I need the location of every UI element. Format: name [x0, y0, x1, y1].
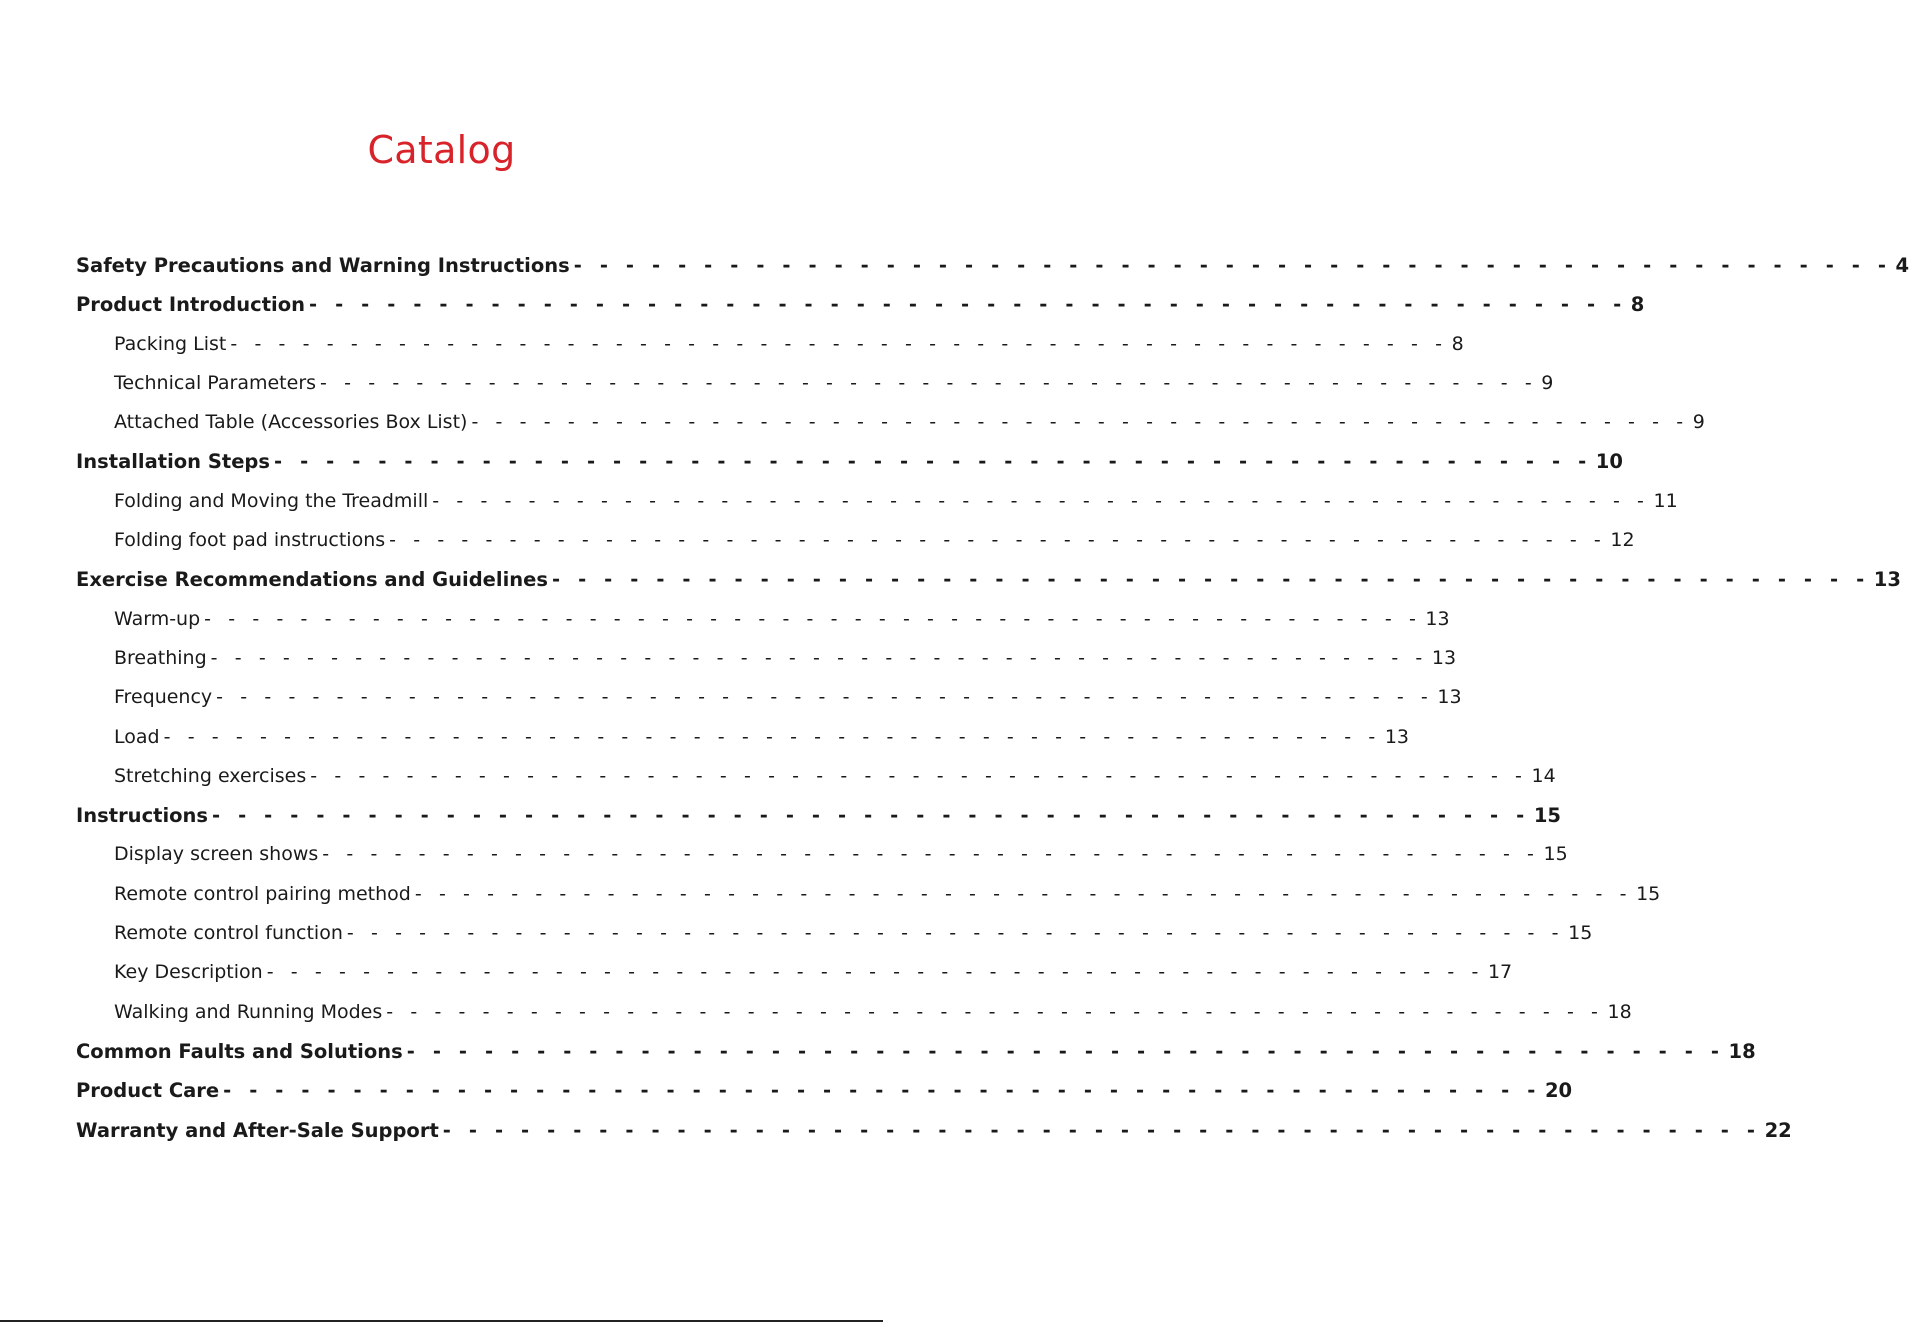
toc-entry-label: Technical Parameters — [114, 371, 317, 394]
toc-section-entry[interactable] — [76, 796, 1561, 835]
toc-entry-page-number: 18 — [1728, 1039, 1756, 1063]
toc-entry-page-number: 22 — [1764, 1118, 1792, 1142]
toc-leader-dashes: - - - - - - - - - - - - - - - - - - - - - - - - - - - - - - - - - - - - - - - - - - - - - - - - - - - — [471, 411, 1689, 434]
toc-subsection-entry[interactable] — [76, 835, 1568, 874]
toc-subsection-entry[interactable] — [76, 521, 1635, 560]
toc-subsection-entry[interactable] — [76, 875, 1661, 914]
toc-entry-label: Load — [114, 725, 160, 748]
toc-entry-page-number: 8 — [1630, 293, 1645, 317]
bottom-rule — [0, 1320, 883, 1322]
toc-entry-label: Installation Steps — [76, 450, 270, 474]
toc-leader-dashes: - - - - - - - - - - - - - - - - - - - - - - - - - - - - - - - - - - - - - - - - - - - - - - - - - - - — [442, 1118, 1761, 1142]
toc-entry-page-number: 15 — [1543, 843, 1568, 866]
toc-entry-label: Key Description — [114, 961, 263, 984]
toc-entry-page-number: 9 — [1692, 411, 1705, 434]
toc-entry-label: Stretching exercises — [114, 764, 307, 787]
toc-subsection-entry[interactable] — [76, 914, 1593, 953]
toc-entry-label: Exercise Recommendations and Guidelines — [76, 568, 548, 592]
toc-subsection-entry[interactable] — [76, 600, 1450, 639]
toc-subsection-entry[interactable] — [76, 678, 1462, 717]
toc-section-entry[interactable] — [76, 1032, 1756, 1071]
toc-leader-dashes: - - - - - - - - - - - - - - - - - - - - - - - - - - - - - - - - - - - - - - - - - - - - - - - - - - - — [223, 1079, 1541, 1103]
toc-entry-page-number: 14 — [1531, 764, 1556, 787]
toc-entry-page-number: 13 — [1437, 686, 1462, 709]
toc-entry-page-number: 10 — [1595, 450, 1623, 474]
toc-subsection-entry[interactable] — [76, 953, 1513, 992]
toc-entry-label: Warranty and After-Sale Support — [76, 1118, 439, 1142]
toc-leader-dashes: - - - - - - - - - - - - - - - - - - - - - - - - - - - - - - - - - - - - - - - - - - - - - - - - - - - — [551, 568, 1870, 592]
toc-subsection-entry[interactable] — [76, 718, 1410, 757]
toc-leader-dashes: - - - - - - - - - - - - - - - - - - - - - - - - - - - - - - - - - - - - - - - - - - - - - - - - - - - — [432, 489, 1650, 512]
toc-entry-label: Instructions — [76, 804, 209, 828]
toc-entry-label: Product Care — [76, 1079, 220, 1103]
toc-section-entry[interactable] — [76, 246, 1909, 285]
toc-entry-page-number: 13 — [1873, 568, 1901, 592]
toc-subsection-entry[interactable] — [76, 757, 1556, 796]
toc-entry-page-number: 11 — [1653, 489, 1678, 512]
toc-entry-page-number: 15 — [1636, 882, 1661, 905]
toc-subsection-entry[interactable] — [76, 993, 1632, 1032]
toc-entry-page-number: 4 — [1895, 254, 1909, 277]
toc-entry-label: Display screen shows — [114, 843, 319, 866]
toc-entry-label: Remote control function — [114, 922, 343, 945]
toc-entry-page-number: 8 — [1451, 332, 1464, 355]
toc-entry-label: Common Faults and Solutions — [76, 1039, 403, 1063]
toc-section-entry[interactable] — [76, 560, 1901, 599]
page-title: Catalog — [367, 128, 516, 172]
toc-leader-dashes: - - - - - - - - - - - - - - - - - - - - - - - - - - - - - - - - - - - - - - - - - - - - - - - - - - - — [266, 961, 1484, 984]
toc-leader-dashes: - - - - - - - - - - - - - - - - - - - - - - - - - - - - - - - - - - - - - - - - - - - - - - - - - - - — [320, 371, 1538, 394]
toc-leader-dashes: - - - - - - - - - - - - - - - - - - - - - - - - - - - - - - - - - - - - - - - - - - - - - - - - - - - — [389, 529, 1607, 552]
toc-leader-dashes: - - - - - - - - - - - - - - - - - - - - - - - - - - - - - - - - - - - - - - - - - - - - - - - - - - - — [322, 843, 1540, 866]
toc-leader-dashes: - - - - - - - - - - - - - - - - - - - - - - - - - - - - - - - - - - - - - - - - - - - - - - - - - - - — [273, 450, 1592, 474]
toc-section-entry[interactable] — [76, 1111, 1792, 1150]
toc-entry-label: Attached Table (Accessories Box List) — [114, 411, 468, 434]
toc-entry-label: Safety Precautions and Warning Instructions — [76, 254, 570, 277]
toc-subsection-entry[interactable] — [76, 639, 1457, 678]
toc-entry-label: Warm-up — [114, 607, 201, 630]
toc-entry-label: Frequency — [114, 686, 213, 709]
toc-leader-dashes: - - - - - - - - - - - - - - - - - - - - - - - - - - - - - - - - - - - - - - - - - - - - - - - - - - - — [216, 686, 1434, 709]
toc-entry-label: Walking and Running Modes — [114, 1000, 383, 1023]
toc-leader-dashes: - - - - - - - - - - - - - - - - - - - - - - - - - - - - - - - - - - - - - - - - - - - - - - - - - - - — [406, 1039, 1725, 1063]
toc-entry-label: Packing List — [114, 332, 227, 355]
toc-entry-page-number: 13 — [1425, 607, 1450, 630]
toc-leader-dashes: - - - - - - - - - - - - - - - - - - - - - - - - - - - - - - - - - - - - - - - - - - - - - - - - - - - — [212, 804, 1530, 828]
toc-entry-page-number: 15 — [1533, 804, 1561, 828]
toc-leader-dashes: - - - - - - - - - - - - - - - - - - - - - - - - - - - - - - - - - - - - - - - - - - - - - - - - - - - — [308, 293, 1627, 317]
toc-entry-label: Folding foot pad instructions — [114, 529, 386, 552]
toc-entry-page-number: 12 — [1610, 529, 1635, 552]
toc-section-entry[interactable] — [76, 442, 1623, 481]
toc-entry-page-number: 15 — [1568, 922, 1593, 945]
toc-entry-page-number: 20 — [1544, 1079, 1573, 1103]
toc-leader-dashes: - - - - - - - - - - - - - - - - - - - - - - - - - - - - - - - - - - - - - - - - - - - - - - - - - - - — [163, 725, 1381, 748]
toc-leader-dashes: - - - - - - - - - - - - - - - - - - - - - - - - - - - - - - - - - - - - - - - - - - - - - - - - - - - — [386, 1000, 1604, 1023]
toc-leader-dashes: - - - - - - - - - - - - - - - - - - - - - - - - - - - - - - - - - - - - - - - - - - - - - - - - - - - — [310, 764, 1528, 787]
toc-leader-dashes: - - - - - - - - - - - - - - - - - - - - - - - - - - - - - - - - - - - - - - - - - - - - - - - - - - - — [346, 922, 1565, 945]
toc-subsection-entry[interactable] — [76, 482, 1678, 521]
toc-subsection-entry[interactable] — [76, 364, 1554, 403]
toc-leader-dashes: - - - - - - - - - - - - - - - - - - - - - - - - - - - - - - - - - - - - - - - - - - - - - - - - - - - — [210, 646, 1428, 669]
table-of-contents — [76, 246, 1909, 1150]
toc-entry-page-number: 13 — [1431, 646, 1457, 669]
toc-entry-page-number: 18 — [1607, 1000, 1632, 1023]
toc-leader-dashes: - - - - - - - - - - - - - - - - - - - - - - - - - - - - - - - - - - - - - - - - - - - - - - - - - - - — [204, 607, 1422, 630]
toc-entry-page-number: 9 — [1541, 371, 1554, 394]
toc-section-entry[interactable] — [76, 285, 1645, 324]
toc-section-entry[interactable] — [76, 1071, 1573, 1110]
toc-entry-label: Breathing — [114, 646, 207, 669]
toc-entry-label: Remote control pairing method — [114, 882, 411, 905]
toc-subsection-entry[interactable] — [76, 325, 1464, 364]
toc-entry-page-number: 17 — [1487, 961, 1513, 984]
toc-entry-label: Folding and Moving the Treadmill — [114, 489, 429, 512]
toc-leader-dashes: - - - - - - - - - - - - - - - - - - - - - - - - - - - - - - - - - - - - - - - - - - - - - - - - - - - — [573, 254, 1892, 277]
toc-entry-page-number: 13 — [1384, 725, 1410, 748]
toc-entry-label: Product Introduction — [76, 293, 305, 317]
toc-leader-dashes: - - - - - - - - - - - - - - - - - - - - - - - - - - - - - - - - - - - - - - - - - - - - - - - - - - - — [414, 882, 1633, 905]
toc-subsection-entry[interactable] — [76, 403, 1705, 442]
toc-leader-dashes: - - - - - - - - - - - - - - - - - - - - - - - - - - - - - - - - - - - - - - - - - - - - - - - - - - - — [230, 332, 1448, 355]
